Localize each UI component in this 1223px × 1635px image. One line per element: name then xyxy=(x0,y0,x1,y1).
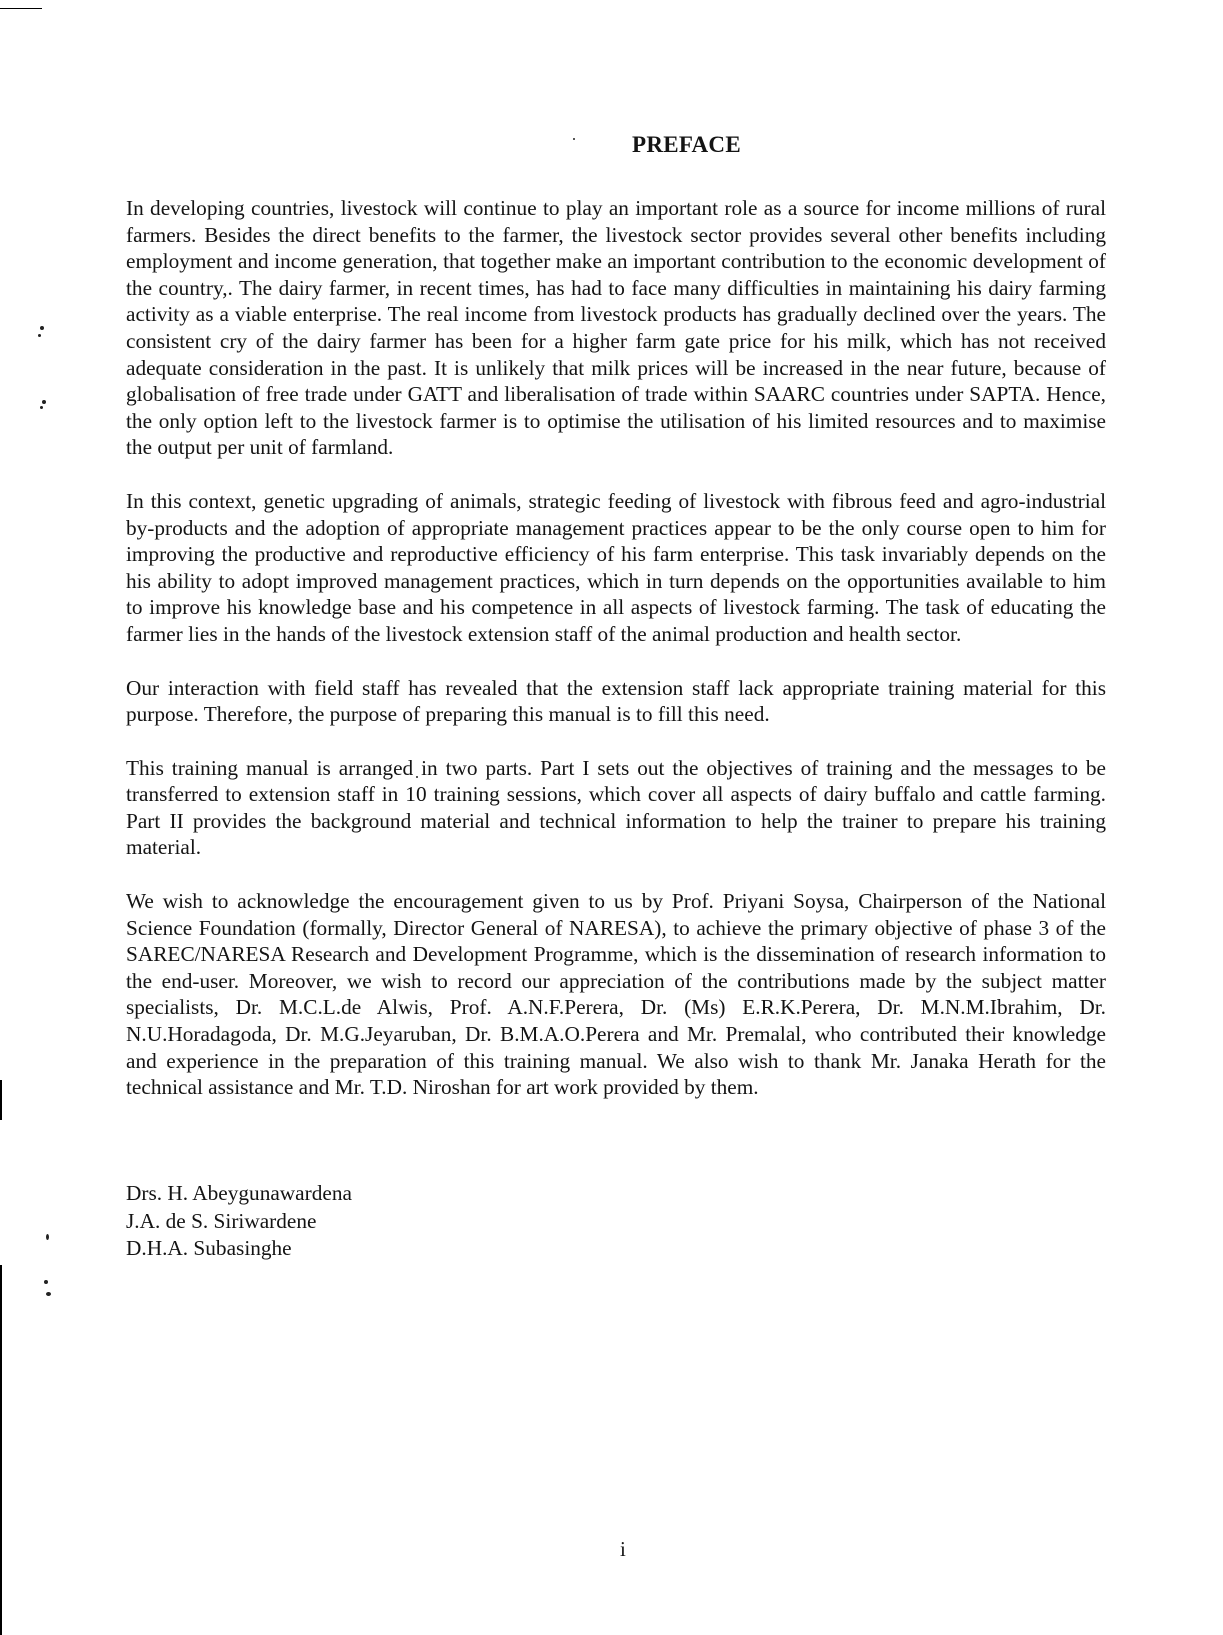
paragraph: We wish to acknowledge the encouragement given to us by Prof. Priyani Soysa, Chairperson of the National Science Foundation (formally, Director General of NARESA), to achieve the primary objective of phase 3 of the SAREC/NARESA Research and Development Programme, which is the dissemination of research information to the end-user. Moreover, we wish to record our appreciation of the contributions made by the subject matter specialists, Dr. M.C.L.de Alwis, Prof. A.N.F.Perera, Dr. (Ms) E.R.K.Perera, Dr. M.N.M.Ibrahim, Dr. N.U.Horadagoda, Dr. M.G.Jeyaruban, Dr. B.M.A.O.Perera and Mr. Premalal, who contributed their knowledge and experience in the preparation of this training manual. We also wish to thank Mr. Janaka Herath for the technical assistance and Mr. T.D. Niroshan for art work provided by them. xyxy=(126,889,1106,1100)
scan-speck xyxy=(42,400,46,404)
page-number: i xyxy=(620,1537,626,1561)
paragraph: Our interaction with field staff has revealed that the extension staff lack appropriate training material for this purpose. Therefore, the purpose of preparing this manual is to fill this need. xyxy=(126,675,1106,727)
paragraph: In developing countries, livestock will continue to play an important role as a source for income millions of rural farmers. Besides the direct benefits to the farmer, the livestock sector provides several other benefits including employment and income generation, that together make an important contribution to the economic development of the country,. The dairy farmer, in recent times, has had to face many difficulties in maintaining his dairy farming activity as a viable enterprise. The real income from livestock products has gradually declined over the years. The consistent cry of the dairy farmer has been for a higher farm gate price for his milk, which has not received adequate consideration in the past. It is unlikely that milk prices will be increased in the near future, because of globalisation of free trade under GATT and liberalisation of trade within SAARC countries under SAPTA. Hence, the only option left to the livestock farmer is to optimise the utilisation of his limited resources and to maximise the output per unit of farmland. xyxy=(126,196,1106,460)
document-body xyxy=(126,195,1106,1128)
scan-edge-mark xyxy=(0,1080,2,1120)
paragraph: In this context, genetic upgrading of animals, strategic feeding of livestock with fibrous feed and agro-industrial by-products and the adoption of appropriate management practices appear to be the only course open to him for improving the productive and reproductive efficiency of his farm enterprise. This task invariably depends on the his ability to adopt improved management practices, which in turn depends on the opportunities available to him to improve his knowledge base and his competence in all aspects of livestock farming. The task of educating the farmer lies in the hands of the livestock extension staff of the animal production and health sector. xyxy=(126,488,1106,646)
scan-mark-top xyxy=(0,8,42,9)
scan-speck xyxy=(46,1234,49,1240)
signatory-name: D.H.A. Subasinghe xyxy=(126,1236,292,1260)
signatory-name: J.A. de S. Siriwardene xyxy=(126,1208,317,1233)
scan-speck xyxy=(38,334,41,337)
scan-speck xyxy=(40,406,43,409)
scan-speck xyxy=(46,1292,51,1296)
signatories-block xyxy=(126,1180,352,1263)
page-title: PREFACE xyxy=(631,132,741,157)
signatory-name: Drs. H. Abeygunawardena xyxy=(126,1181,352,1205)
scan-speck xyxy=(44,1280,48,1284)
scan-edge-mark xyxy=(0,1265,2,1635)
scan-speck xyxy=(40,326,44,330)
paragraph: This training manual is arranged in two parts. Part I sets out the objectives of training and the messages to be transferred to extension staff in 10 training sessions, which cover all aspects of dairy buffalo and cattle farming. Part II provides the background material and technical information to help the trainer to prepare his training material. xyxy=(126,755,1106,860)
